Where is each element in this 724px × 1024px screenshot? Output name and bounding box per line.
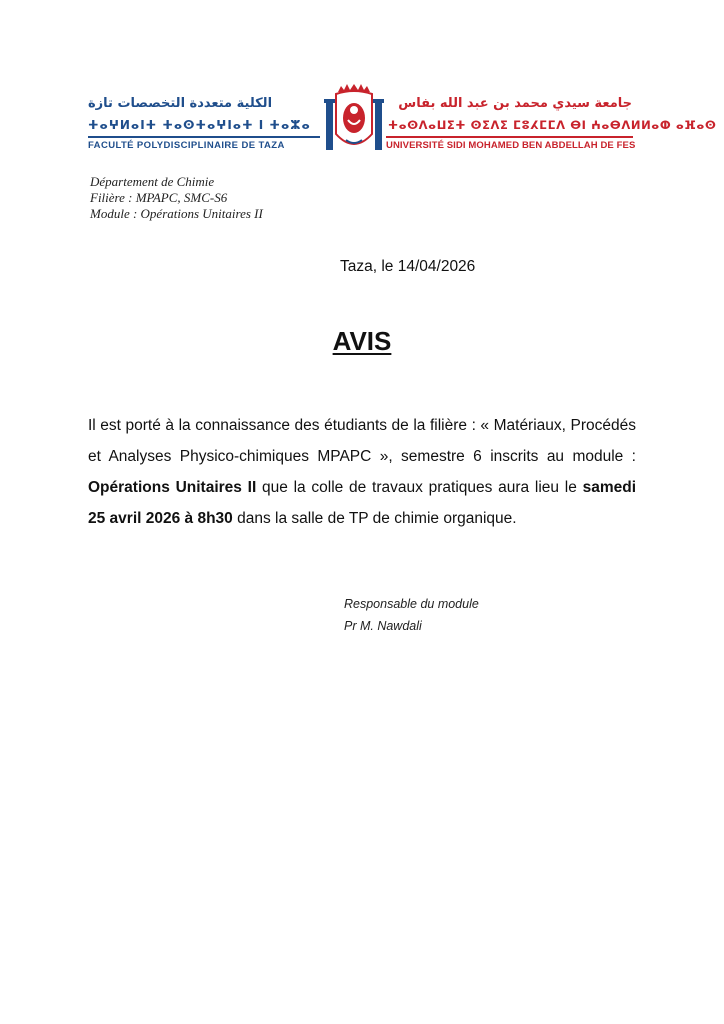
university-name-french: UNIVERSITÉ SIDI MOHAMED BEN ABDELLAH DE FES: [386, 140, 636, 151]
faculty-name-french: FACULTÉ POLYDISCIPLINAIRE DE TAZA: [88, 140, 285, 151]
university-divider: [386, 136, 633, 138]
university-name-arabic: جامعة سيدي محمد بن عبد الله بفاس: [398, 96, 632, 111]
signature-block: [344, 593, 479, 637]
body-text-2: que la colle de travaux pratiques aura lieu le: [256, 479, 583, 496]
date-line: Taza, le 14/04/2026: [340, 258, 476, 275]
module-name-bold: Opérations Unitaires II: [88, 479, 257, 496]
notice-title-text: AVIS: [332, 326, 392, 356]
department-name: Département de Chimie: [90, 174, 215, 189]
signature-role: Responsable du module: [344, 597, 479, 611]
exam-date-bold: samedi 25 avril 2026 à 8h30: [88, 479, 636, 527]
department-block: [90, 174, 263, 222]
body-text-1: Il est porté à la connaissance des étudiants de la filière : « Matériaux, Procédés et Analyses Physico-chimiques MPAPC », semestre 6 inscrits au module :: [88, 417, 636, 465]
university-name-tifinagh: ⵜⴰⵙⴷⴰⵡⵉⵜ ⵙⵉⴷⵉ ⵎⵓⵃⵎⵎⴷ ⴱⵏ ⵄⴰⴱⴷⵍⵍⴰⵀ ⴰⴼⴰⵙ: [388, 118, 717, 132]
body-text-3: dans la salle de TP de chimie organique.: [232, 510, 517, 527]
letterhead: [88, 84, 717, 156]
faculty-name-arabic: الكلية متعددة التخصصات تازة: [88, 96, 273, 111]
university-emblem-icon: [324, 84, 384, 156]
notice-body: [88, 410, 636, 534]
filiere-line: Filière : MPAPC, SMC-S6: [90, 190, 228, 205]
faculty-divider: [88, 136, 320, 138]
faculty-name-tifinagh: ⵜⴰⵖⵍⴰⵏⵜ ⵜⴰⵙⵜⴰⵖⵏⴰⵜ ⵏ ⵜⴰⵣⴰ: [88, 118, 311, 132]
signature-name: Pr M. Nawdali: [344, 619, 422, 633]
notice-title: [0, 326, 724, 357]
module-line: Module : Opérations Unitaires II: [90, 206, 263, 221]
